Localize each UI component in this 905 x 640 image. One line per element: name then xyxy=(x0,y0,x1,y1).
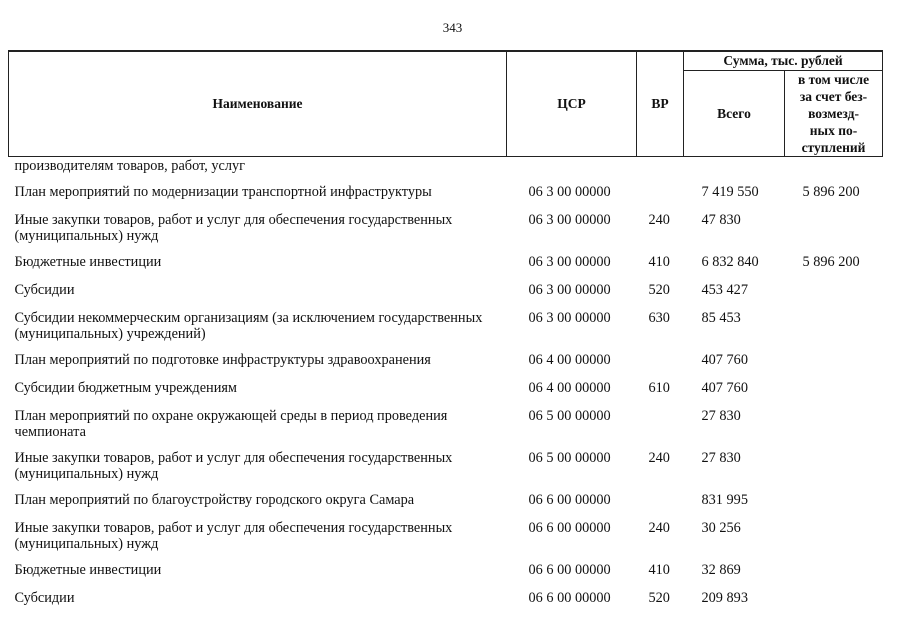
cell-gratis xyxy=(785,488,883,516)
cell-csr: 06 4 00 00000 xyxy=(528,352,611,368)
cell-vr xyxy=(637,180,684,208)
cell-csr: 06 3 00 00000 xyxy=(528,184,611,200)
table-row xyxy=(9,404,883,446)
cell-name: Иные закупки товаров, работ и услуг для обеспечения государственных (муниципальных) нужд xyxy=(14,520,453,552)
cell-csr: 06 4 00 00000 xyxy=(528,380,611,396)
cell-total: 27 830 xyxy=(701,450,741,466)
cell-name: Субсидии xyxy=(14,590,75,606)
cell-gratis: 5 896 200 xyxy=(802,184,860,200)
cell-total: 27 830 xyxy=(701,408,741,424)
cell-name: Иные закупки товаров, работ и услуг для обеспечения государственных (муниципальных) нужд xyxy=(14,450,453,482)
cell-gratis: 5 896 200 xyxy=(802,254,860,270)
table-row xyxy=(9,348,883,376)
cell-total xyxy=(684,157,785,181)
cell-vr: 520 xyxy=(648,590,670,606)
cell-vr: 240 xyxy=(648,450,670,466)
cell-total: 407 760 xyxy=(701,352,748,368)
header-csr: ЦСР xyxy=(507,51,637,157)
cell-total: 32 869 xyxy=(701,562,741,578)
cell-name: План мероприятий по благоустройству городского округа Самара xyxy=(14,492,415,508)
table-row xyxy=(9,306,883,348)
table-row xyxy=(9,586,883,614)
header-gratis-line: в том числе xyxy=(797,72,870,87)
cell-total: 85 453 xyxy=(701,310,741,326)
cell-total: 209 893 xyxy=(701,590,748,606)
cell-gratis xyxy=(785,278,883,306)
table-row xyxy=(9,157,883,181)
header-vr: ВР xyxy=(637,51,684,157)
table-row xyxy=(9,516,883,558)
cell-csr: 06 6 00 00000 xyxy=(528,590,611,606)
table-row xyxy=(9,278,883,306)
cell-vr: 610 xyxy=(648,380,670,396)
table-row xyxy=(9,376,883,404)
table-row xyxy=(9,208,883,250)
header-name: Наименование xyxy=(9,51,507,157)
cell-csr xyxy=(507,157,637,181)
cell-name: Бюджетные инвестиции xyxy=(14,254,162,270)
budget-table xyxy=(8,50,883,614)
header-gratis-line: возмезд- xyxy=(808,106,859,121)
cell-name: План мероприятий по подготовке инфраструктуры здравоохранения xyxy=(14,352,431,368)
cell-gratis xyxy=(785,376,883,404)
cell-gratis xyxy=(785,446,883,488)
table-row xyxy=(9,180,883,208)
cell-total: 7 419 550 xyxy=(701,184,759,200)
cell-vr xyxy=(637,404,684,446)
cell-name: Субсидии xyxy=(14,282,75,298)
cell-gratis xyxy=(785,348,883,376)
cell-gratis xyxy=(785,586,883,614)
cell-vr xyxy=(637,348,684,376)
cell-vr xyxy=(637,488,684,516)
cell-gratis xyxy=(785,157,883,181)
table-row xyxy=(9,446,883,488)
cell-vr: 240 xyxy=(648,520,670,536)
table-row xyxy=(9,250,883,278)
cell-csr: 06 6 00 00000 xyxy=(528,562,611,578)
cell-total: 47 830 xyxy=(701,212,741,228)
header-gratis xyxy=(785,71,883,157)
header-gratis-line: ступлений xyxy=(801,140,866,155)
cell-csr: 06 3 00 00000 xyxy=(528,310,611,326)
header-total: Всего xyxy=(684,71,785,157)
table-row xyxy=(9,488,883,516)
cell-vr: 410 xyxy=(648,254,670,270)
cell-total: 30 256 xyxy=(701,520,741,536)
cell-vr: 630 xyxy=(648,310,670,326)
cell-name: План мероприятий по модернизации транспортной инфраструктуры xyxy=(14,184,432,200)
cell-csr: 06 5 00 00000 xyxy=(528,450,611,466)
cell-gratis xyxy=(785,208,883,250)
cell-name: Иные закупки товаров, работ и услуг для обеспечения государственных (муниципальных) нужд xyxy=(14,212,453,244)
table-row xyxy=(9,558,883,586)
page-number: 343 xyxy=(442,20,463,35)
cell-gratis xyxy=(785,404,883,446)
cell-csr: 06 3 00 00000 xyxy=(528,282,611,298)
cell-total: 453 427 xyxy=(701,282,748,298)
cell-total: 6 832 840 xyxy=(701,254,759,270)
cell-csr: 06 5 00 00000 xyxy=(528,408,611,424)
cell-vr: 410 xyxy=(648,562,670,578)
cell-name: Бюджетные инвестиции xyxy=(14,562,162,578)
cell-name: План мероприятий по охране окружающей среды в период проведения чемпионата xyxy=(14,408,448,440)
header-sum: Сумма, тыс. рублей xyxy=(684,51,883,71)
cell-total: 831 995 xyxy=(701,492,748,508)
cell-csr: 06 6 00 00000 xyxy=(528,520,611,536)
cell-csr: 06 3 00 00000 xyxy=(528,212,611,228)
header-gratis-line: за счет без- xyxy=(799,89,868,104)
cell-vr: 520 xyxy=(648,282,670,298)
header-gratis-line: ных по- xyxy=(809,123,858,138)
cell-vr: 240 xyxy=(648,212,670,228)
cell-gratis xyxy=(785,306,883,348)
cell-name: Субсидии некоммерческим организациям (за исключением государственных (муниципальных) учреждений) xyxy=(14,310,483,342)
cell-name: Субсидии бюджетным учреждениям xyxy=(14,380,237,396)
cell-gratis xyxy=(785,558,883,586)
table-body xyxy=(9,157,883,615)
cell-gratis xyxy=(785,516,883,558)
cell-vr xyxy=(637,157,684,181)
cell-csr: 06 3 00 00000 xyxy=(528,254,611,270)
table-header xyxy=(9,51,883,157)
cell-total: 407 760 xyxy=(701,380,748,396)
cell-csr: 06 6 00 00000 xyxy=(528,492,611,508)
cell-name: производителям товаров, работ, услуг xyxy=(14,158,245,174)
